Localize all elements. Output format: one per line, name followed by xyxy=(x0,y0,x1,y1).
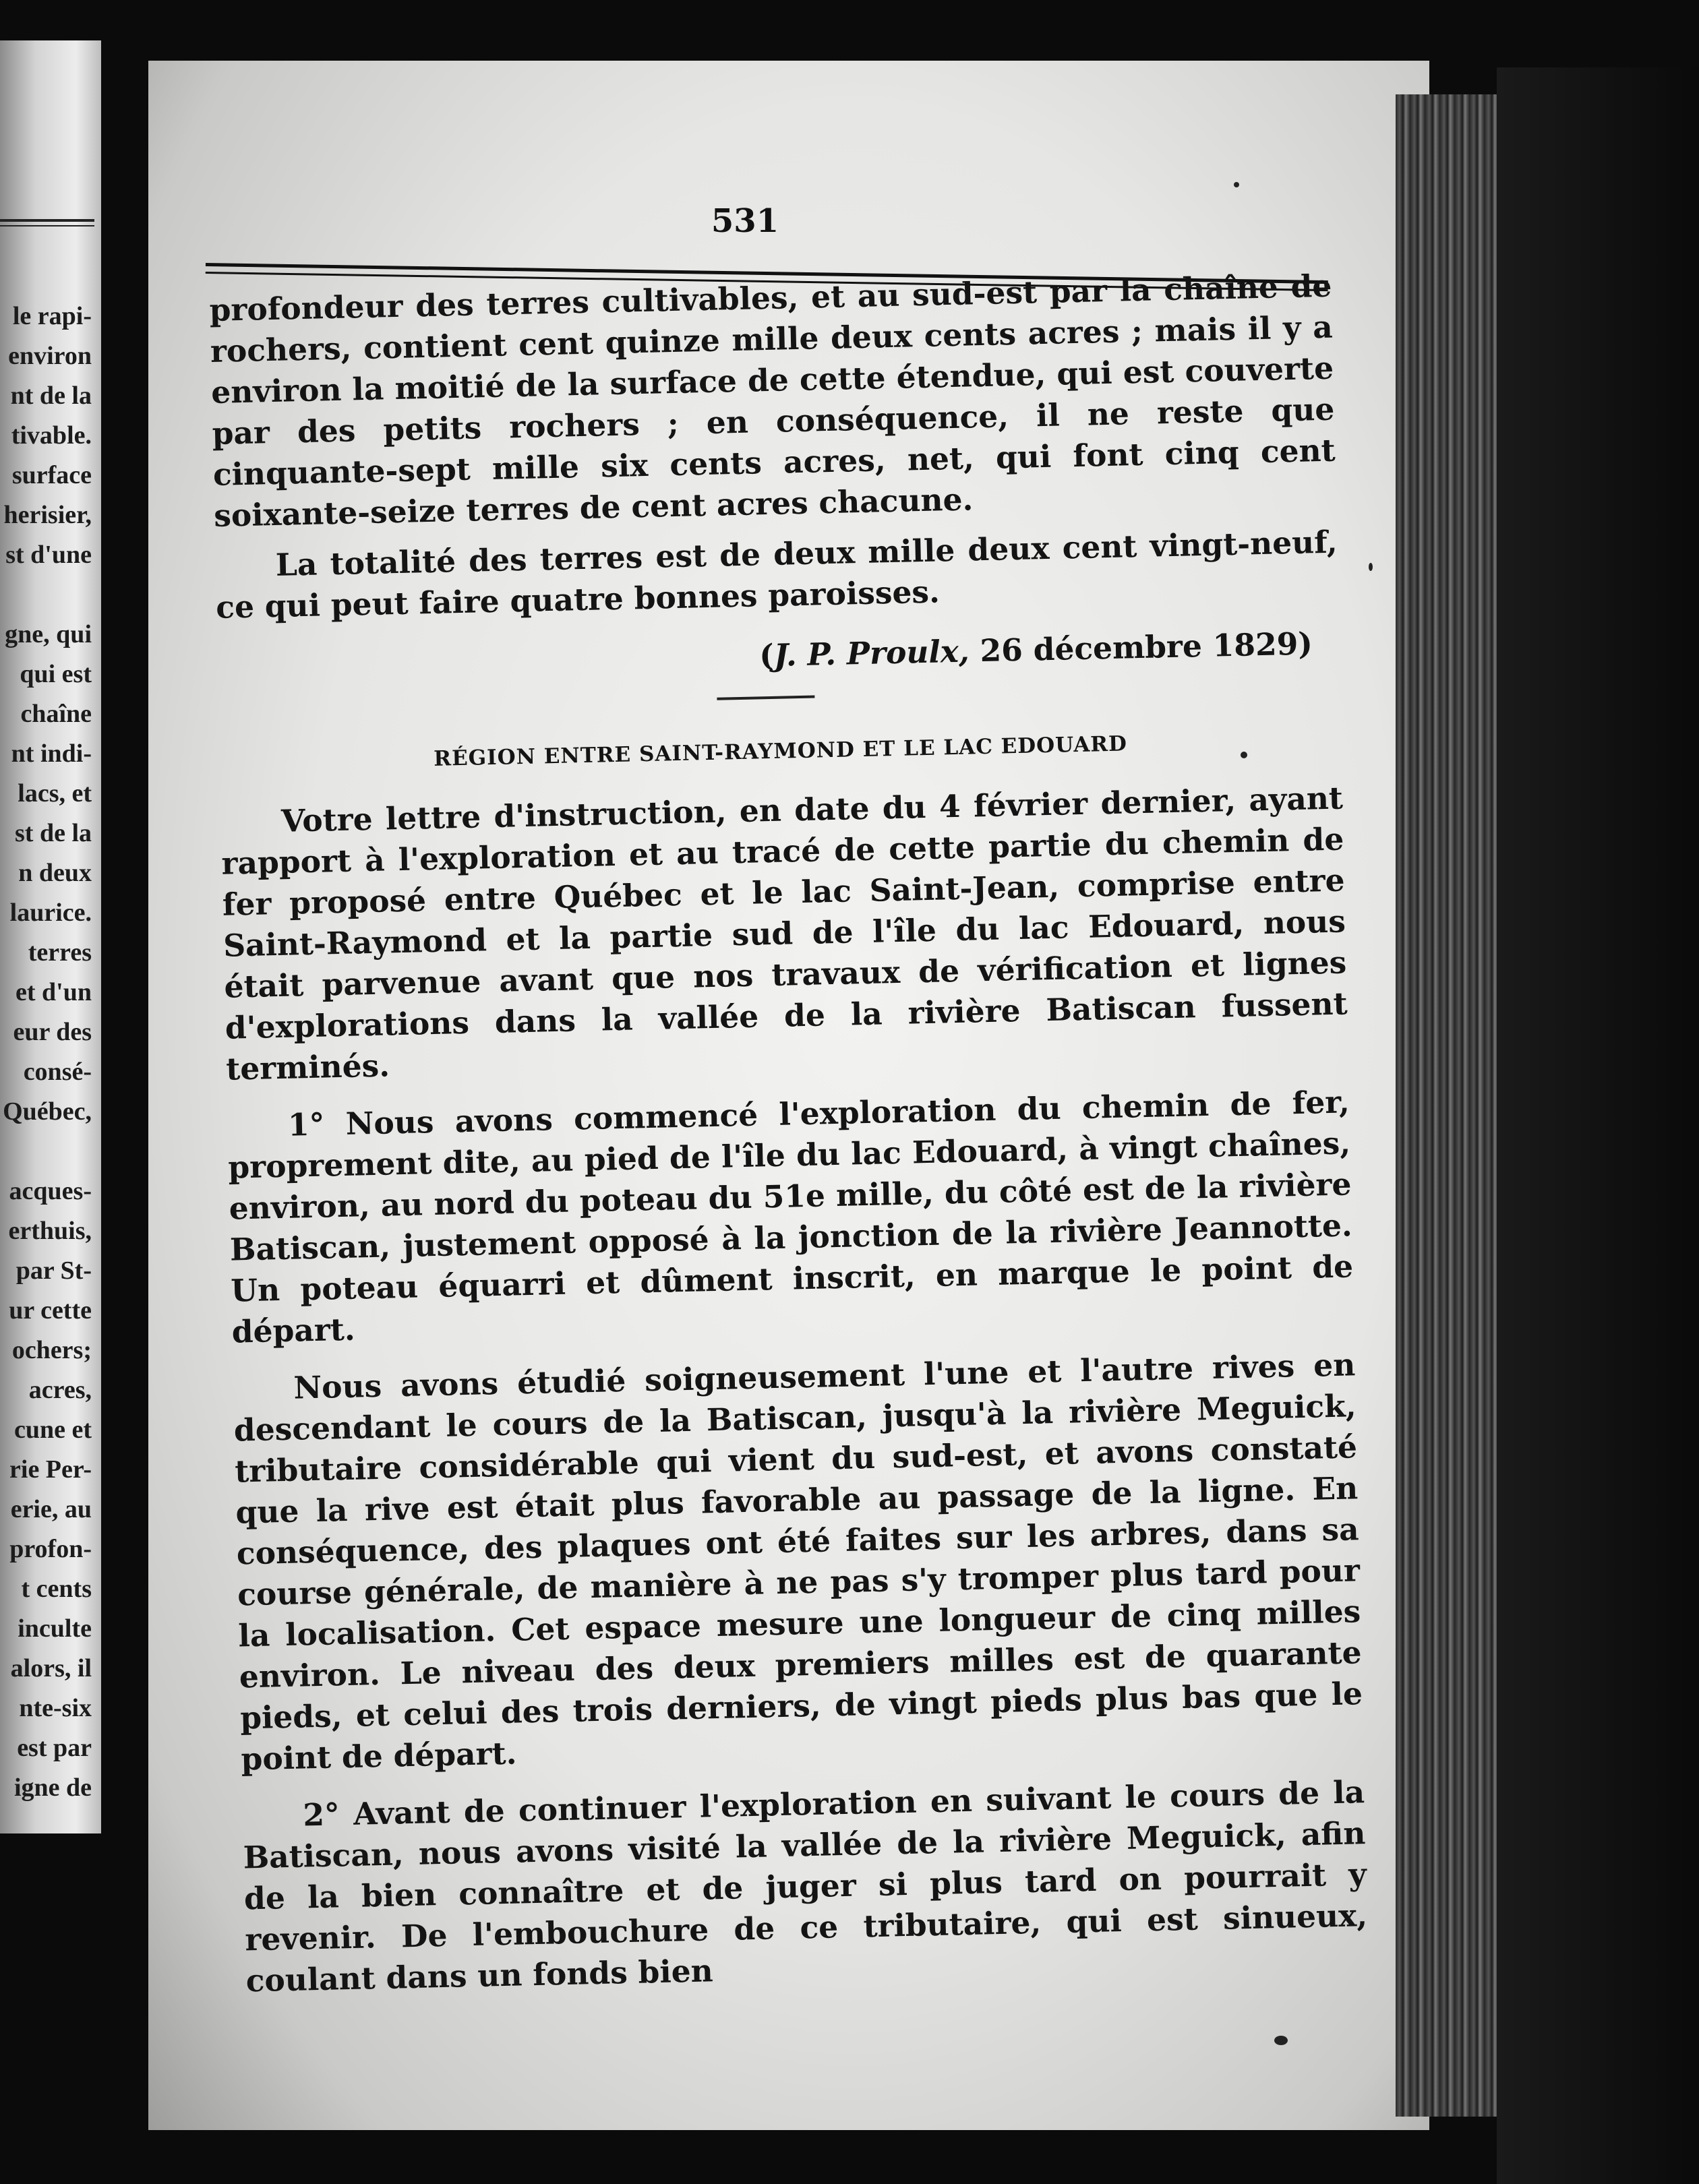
facing-page-line: n deux xyxy=(18,859,92,887)
facing-page-line: lacs, et xyxy=(18,779,92,808)
facing-page-line: erie, au xyxy=(10,1495,92,1523)
ink-speck xyxy=(1274,2036,1288,2045)
facing-page-text xyxy=(0,297,92,1808)
facing-page-line: nte-six xyxy=(19,1694,92,1722)
signature-line xyxy=(217,623,1340,688)
section-body xyxy=(220,777,1369,2001)
book-binding xyxy=(1396,94,1497,2117)
facing-page-line: erthuis, xyxy=(8,1217,92,1245)
facing-page-line: profon- xyxy=(9,1535,92,1563)
facing-page-line: acques- xyxy=(9,1177,92,1205)
facing-page-line: acres, xyxy=(28,1376,92,1404)
facing-page-line: ochers; xyxy=(11,1336,92,1364)
ink-speck xyxy=(1369,563,1373,571)
facing-page-line: environ xyxy=(8,342,92,370)
facing-page-line: et d'un xyxy=(16,978,92,1006)
facing-page-rule xyxy=(0,219,94,226)
paragraph: Nous avons étudié soigneusement l'une et l'autre rives en descendant le cours de la Batiscan, jusqu'à la rivière Meguick, tributaire considérable qui vient du sud-est, et avons constaté que la rive est était plus favorable au passage de la ligne. En conséquence, des plaques ont été faites sur les arbres, dans sa course générale, de manière à ne pas s'y tromper plus tard pour la localisation. Cet espace mesure une longueur de cinq milles environ. Le niveau des deux premiers milles est de quarante pieds, et celui des trois derniers, de vingt pieds plus bas que le point de départ. xyxy=(233,1346,1363,1778)
facing-page-line: le rapi- xyxy=(12,302,92,330)
facing-page-line: chaîne xyxy=(20,700,92,728)
section-divider xyxy=(717,696,814,700)
facing-page-line: eur des xyxy=(13,1018,92,1046)
signature-name: J. P. Proulx, xyxy=(773,632,970,673)
facing-page-line: inculte xyxy=(18,1614,92,1643)
facing-page-line: par St- xyxy=(16,1256,92,1285)
facing-page-line: qui est xyxy=(20,660,92,688)
facing-page-line: est par xyxy=(17,1734,92,1762)
page-body xyxy=(209,266,1369,2002)
facing-page-fragment xyxy=(0,40,101,1833)
book-page xyxy=(148,61,1429,2130)
facing-page-line: surface xyxy=(11,461,92,489)
facing-page-line: gne, qui xyxy=(5,620,92,648)
facing-page-line: t cents xyxy=(21,1575,92,1603)
paragraph: 1° Nous avons commencé l'exploration du chemin de fer, proprement dite, au pied de l'île du lac Edouard, à vingt chaînes, environ, au nord du poteau du 51e mille, du côté est de la rivière Batiscan, justement opposé à la jonction de la rivière Jeannotte. Un poteau équarri et dûment inscrit, en marque le point de départ. xyxy=(227,1083,1354,1350)
facing-page-line: herisier, xyxy=(3,501,92,529)
facing-page-line: Québec, xyxy=(3,1097,92,1126)
section-heading: RÉGION ENTRE SAINT-RAYMOND ET LE LAC EDOUARD xyxy=(433,731,1128,771)
ink-speck xyxy=(1234,182,1239,187)
signature-date: 26 décembre 1829) xyxy=(969,625,1313,669)
facing-page-line: terres xyxy=(28,938,92,967)
paragraph: Votre lettre d'instruction, en date du 4 février dernier, ayant rapport à l'exploration et au tracé de cette partie du chemin de fer proposé entre Québec et le lac Saint-Jean, comprise entre Saint-Raymond et la partie sud de l'île du lac Edouard, nous était parvenue avant que nos travaux de vérification et lignes d'explorations dans la vallée de la rivière Batiscan fussent terminés. xyxy=(220,779,1348,1087)
facing-page-line: nt indi- xyxy=(11,739,92,768)
facing-page-line xyxy=(0,575,92,615)
facing-page-line: cune et xyxy=(13,1416,92,1444)
page-number: 531 xyxy=(711,202,779,240)
facing-page-line xyxy=(0,1132,92,1172)
facing-page-line: tivable. xyxy=(11,421,92,450)
signature-open: ( xyxy=(758,636,775,674)
facing-page-line: consé- xyxy=(23,1058,92,1086)
facing-page-line: alors, il xyxy=(10,1654,92,1682)
facing-page-line: rie Per- xyxy=(9,1455,92,1484)
page-shadow xyxy=(1497,67,1699,2184)
paragraph: La totalité des terres est de deux mille deux cent vingt-neuf, ce qui peut faire quatre bonnes paroisses. xyxy=(215,523,1338,626)
facing-page-line: ur cette xyxy=(9,1296,92,1325)
paragraph: 2° Avant de continuer l'exploration en suivant le cours de la Batiscan, nous avons visité la vallée de la rivière Meguick, afin de la bien connaître et de juger si plus tard on pourrait y revenir. De l'embouchure de ce tributaire, qui est sinueux, coulant dans un fonds bien xyxy=(243,1773,1368,1999)
ink-speck xyxy=(1241,752,1247,758)
paragraph: profondeur des terres cultivables, et au sud-est par la chaîne de rochers, contient cent quinze mille deux cents acres ; mais il y a environ la moitié de la surface de cette étendue, qui est couverte par des petits rochers ; en conséquence, il ne reste que cinquante-sept mille six cents acres, net, qui font cinq cent soixante-seize terres de cent acres chacune. xyxy=(209,267,1336,534)
facing-page-line: st de la xyxy=(15,819,92,847)
facing-page-line: igne de xyxy=(13,1773,92,1802)
facing-page-line: laurice. xyxy=(9,899,92,927)
facing-page-line: nt de la xyxy=(10,382,92,410)
facing-page-line: st d'une xyxy=(5,541,92,569)
